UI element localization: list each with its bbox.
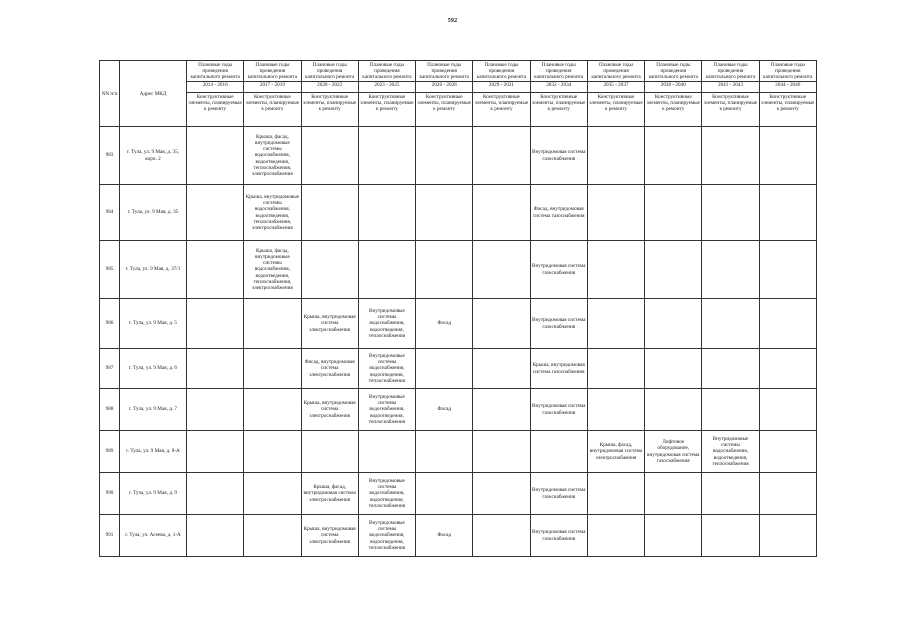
row-address: г. Тула, ул. 9 Мая, д. 37/1: [120, 241, 187, 299]
header-elements-7: Конструктивные элементы, планируемые к ремонту: [530, 93, 587, 127]
row-elements-period-7: Крыша, внутридомовая система газоснабжения: [530, 349, 587, 389]
row-elements-period-1: [187, 185, 244, 241]
header-period-years: 2017 - 2019: [244, 81, 300, 88]
row-elements-period-5: [416, 127, 473, 185]
row-elements-period-8: [587, 241, 644, 299]
row-elements-period-10: [702, 299, 759, 349]
header-period-years: 2026 - 2028: [416, 81, 472, 88]
table-body: [100, 127, 817, 557]
row-elements-period-2: [244, 349, 301, 389]
row-elements-period-10: [702, 241, 759, 299]
row-elements-period-4: Внутридомовые системы водоснабжения, водоотведения, теплоснабжения: [358, 389, 415, 431]
row-elements-period-7: Внутридомовая система газоснабжения: [530, 127, 587, 185]
row-number: 983: [100, 127, 120, 185]
page-number: 592: [447, 18, 458, 24]
header-elements-5: Конструктивные элементы, планируемые к ремонту: [416, 93, 473, 127]
header-period-label: Плановые годы проведения капитального ремонта: [419, 62, 469, 81]
row-elements-period-6: [473, 127, 530, 185]
row-number: 985: [100, 241, 120, 299]
row-elements-period-11: [759, 389, 816, 431]
row-elements-period-6: [473, 431, 530, 473]
row-elements-period-9: [645, 389, 702, 431]
row-elements-period-4: [358, 127, 415, 185]
header-period-years: 2023 - 2025: [359, 81, 415, 88]
header-period-years: 2035 - 2037: [588, 81, 644, 88]
table-row: [100, 389, 817, 431]
header-elements-3: Конструктивные элементы, планируемые к ремонту: [301, 93, 358, 127]
row-number: 987: [100, 349, 120, 389]
row-elements-period-4: Внутридомовые системы водоснабжения, водоотведения, теплоснабжения: [358, 473, 415, 515]
header-period-years: 2020 - 2022: [302, 81, 358, 88]
row-elements-period-10: [702, 389, 759, 431]
row-elements-period-11: [759, 241, 816, 299]
row-elements-period-11: [759, 349, 816, 389]
header-period-years: 2032 - 2034: [531, 81, 587, 88]
table-row: [100, 185, 817, 241]
header-elements-6: Конструктивные элементы, планируемые к ремонту: [473, 93, 530, 127]
row-elements-period-10: [702, 515, 759, 557]
row-elements-period-8: [587, 127, 644, 185]
header-row-periods: [100, 61, 817, 93]
row-elements-period-11: [759, 473, 816, 515]
row-elements-period-11: [759, 185, 816, 241]
row-elements-period-8: [587, 185, 644, 241]
row-elements-period-9: [645, 349, 702, 389]
row-elements-period-2: [244, 389, 301, 431]
row-elements-period-4: Внутридомовые системы водоснабжения, водоотведения, теплоснабжения: [358, 515, 415, 557]
header-period-label: Плановые годы проведения капитального ремонта: [476, 62, 527, 81]
row-address: г. Тула, ул. 9 Мая, д. 6: [120, 349, 187, 389]
row-elements-period-5: [416, 431, 473, 473]
header-elements-10: Конструктивные элементы, планируемые к ремонту: [702, 93, 759, 127]
row-elements-period-1: [187, 299, 244, 349]
row-address: г. Тула, ул. 9 Мая, д. 8-А: [120, 431, 187, 473]
header-period-label: Плановые годы проведения капитального ремонта: [362, 62, 412, 81]
row-elements-period-8: [587, 349, 644, 389]
row-elements-period-2: Крыша, фасад, внутридомовые системы водоснабжения, водоотведения, теплоснабжения, электроснабжения: [244, 127, 301, 185]
row-elements-period-3: Крыша, внутридомовая система электроснабжения: [301, 389, 358, 431]
row-elements-period-6: [473, 241, 530, 299]
header-period-8: [587, 61, 644, 93]
header-elements-9: Конструктивные элементы, планируемые к ремонту: [645, 93, 702, 127]
row-elements-period-6: [473, 473, 530, 515]
row-elements-period-7: Внутридомовая система газоснабжения: [530, 241, 587, 299]
header-period-2: [244, 61, 301, 93]
row-elements-period-7: Внутридомовая система газоснабжения: [530, 515, 587, 557]
table-header: [100, 61, 817, 127]
table-row: [100, 431, 817, 473]
row-elements-period-3: [301, 431, 358, 473]
header-period-years: 2044 - 2046: [760, 81, 816, 88]
header-period-5: [416, 61, 473, 93]
header-period-6: [473, 61, 530, 93]
row-elements-period-1: [187, 349, 244, 389]
header-elements-8: Конструктивные элементы, планируемые к ремонту: [587, 93, 644, 127]
row-elements-period-3: Крыша, внутридомовая система электроснабжения: [301, 515, 358, 557]
row-elements-period-6: [473, 389, 530, 431]
row-elements-period-7: [530, 431, 587, 473]
header-elements-11: Конструктивные элементы, планируемые к ремонту: [759, 93, 816, 127]
header-num: NN п/п: [100, 61, 120, 127]
row-elements-period-2: [244, 299, 301, 349]
row-elements-period-3: Крыша, фасад, внутридомовая система электроснабжения: [301, 473, 358, 515]
row-elements-period-2: Крыша, внутридомовые системы водоснабжения, водоотведения, теплоснабжения, электроснабжения: [244, 185, 301, 241]
header-period-1: [187, 61, 244, 93]
row-number: 984: [100, 185, 120, 241]
row-elements-period-5: [416, 349, 473, 389]
row-address: г. Тула, ул. 9 Мая, д. 5: [120, 299, 187, 349]
row-elements-period-1: [187, 515, 244, 557]
row-elements-period-2: [244, 473, 301, 515]
row-number: 986: [100, 299, 120, 349]
row-elements-period-5: [416, 241, 473, 299]
row-elements-period-10: [702, 185, 759, 241]
header-period-9: [645, 61, 702, 93]
row-elements-period-1: [187, 127, 244, 185]
row-elements-period-1: [187, 473, 244, 515]
header-address: Адрес МКД: [120, 61, 187, 127]
row-elements-period-6: [473, 515, 530, 557]
row-elements-period-6: [473, 299, 530, 349]
row-elements-period-7: Внутридомовая система газоснабжения: [530, 473, 587, 515]
row-elements-period-6: [473, 349, 530, 389]
row-elements-period-11: [759, 299, 816, 349]
row-elements-period-2: Крыша, фасад, внутридомовые системы водоснабжения, водоотведения, теплоснабжения, электроснабжения: [244, 241, 301, 299]
header-period-label: Плановые годы проведения капитального ремонта: [305, 62, 355, 81]
row-elements-period-9: [645, 185, 702, 241]
row-elements-period-9: Лифтовое оборудование, внутридомовая система газоснабжения: [645, 431, 702, 473]
header-period-label: Плановые годы проведения капитального ремонта: [763, 62, 813, 81]
row-elements-period-7: Внутридомовая система газоснабжения: [530, 389, 587, 431]
row-elements-period-5: Фасад: [416, 389, 473, 431]
header-elements-2: Конструктивные элементы, планируемые к ремонту: [244, 93, 301, 127]
row-elements-period-7: Внутридомовая система газоснабжения: [530, 299, 587, 349]
row-elements-period-9: [645, 473, 702, 515]
row-address: г. Тула, ул. 9 Мая, д. 9: [120, 473, 187, 515]
row-number: 990: [100, 473, 120, 515]
row-elements-period-5: Фасад: [416, 515, 473, 557]
header-period-label: Плановые годы проведения капитального ремонта: [190, 62, 240, 81]
row-elements-period-2: [244, 515, 301, 557]
row-elements-period-1: [187, 389, 244, 431]
header-period-11: [759, 61, 816, 93]
row-address: г. Тула, ул. 9 Мая, д. 7: [120, 389, 187, 431]
header-period-label: Плановые годы проведения капитального ремонта: [247, 62, 298, 81]
table-row: [100, 515, 817, 557]
row-elements-period-10: [702, 473, 759, 515]
header-period-7: [530, 61, 587, 93]
row-number: 991: [100, 515, 120, 557]
table-row: [100, 127, 817, 185]
row-elements-period-9: [645, 515, 702, 557]
header-elements-1: Конструктивные элементы, планируемые к ремонту: [187, 93, 244, 127]
row-elements-period-3: [301, 127, 358, 185]
row-elements-period-4: [358, 241, 415, 299]
row-address: г. Тула, ул. Асеева, д. 1-А: [120, 515, 187, 557]
row-elements-period-10: [702, 127, 759, 185]
row-address: г. Тула, ул. 9 Мая, д. 35: [120, 185, 187, 241]
row-elements-period-4: Внутридомовые системы водоснабжения, водоотведения, теплоснабжения: [358, 299, 415, 349]
header-period-10: [702, 61, 759, 93]
row-elements-period-11: [759, 431, 816, 473]
row-elements-period-8: [587, 473, 644, 515]
header-period-years: 2029 - 2031: [473, 81, 529, 88]
row-elements-period-1: [187, 431, 244, 473]
row-elements-period-1: [187, 241, 244, 299]
row-elements-period-4: [358, 431, 415, 473]
row-number: 989: [100, 431, 120, 473]
header-period-4: [358, 61, 415, 93]
row-elements-period-10: Внутридомовые системы водоснабжения, водоотведения, теплоснабжения: [702, 431, 759, 473]
header-elements-4: Конструктивные элементы, планируемые к ремонту: [358, 93, 415, 127]
header-period-3: [301, 61, 358, 93]
row-elements-period-3: Фасад, внутридомовая система электроснабжения: [301, 349, 358, 389]
row-elements-period-9: [645, 127, 702, 185]
row-elements-period-6: [473, 185, 530, 241]
row-elements-period-10: [702, 349, 759, 389]
table-row: [100, 473, 817, 515]
row-elements-period-11: [759, 127, 816, 185]
row-elements-period-9: [645, 241, 702, 299]
header-period-label: Плановые годы проведения капитального ремонта: [591, 62, 641, 81]
row-elements-period-8: Крыша, фасад, внутридомовая система электроснабжения: [587, 431, 644, 473]
header-period-label: Плановые годы проведения капитального ремонта: [705, 62, 756, 81]
row-elements-period-8: [587, 389, 644, 431]
row-elements-period-9: [645, 299, 702, 349]
table-row: [100, 349, 817, 389]
row-elements-period-8: [587, 515, 644, 557]
table-row: [100, 241, 817, 299]
header-period-years: 2014 - 2016: [187, 81, 243, 88]
row-elements-period-5: Фасад: [416, 299, 473, 349]
row-elements-period-7: Фасад, внутридомовая система газоснабжения: [530, 185, 587, 241]
header-row-elements: [100, 93, 817, 127]
row-elements-period-3: Крыша, внутридомовая система электроснабжения: [301, 299, 358, 349]
row-address: г. Тула, ул. 9 Мая, д. 35, корп. 2: [120, 127, 187, 185]
row-elements-period-3: [301, 241, 358, 299]
row-elements-period-3: [301, 185, 358, 241]
header-period-years: 2038 - 2040: [645, 81, 701, 88]
row-elements-period-4: Внутридомовые системы водоснабжения, водоотведения, теплоснабжения: [358, 349, 415, 389]
row-number: 988: [100, 389, 120, 431]
row-elements-period-8: [587, 299, 644, 349]
row-elements-period-5: [416, 185, 473, 241]
row-elements-period-5: [416, 473, 473, 515]
header-period-years: 2041 - 2043: [702, 81, 758, 88]
header-period-label: Плановые годы проведения капитального ремонта: [534, 62, 584, 81]
repair-schedule-table: [99, 60, 817, 557]
row-elements-period-2: [244, 431, 301, 473]
table-row: [100, 299, 817, 349]
row-elements-period-11: [759, 515, 816, 557]
row-elements-period-4: [358, 185, 415, 241]
header-period-label: Плановые годы проведения капитального ремонта: [648, 62, 698, 81]
